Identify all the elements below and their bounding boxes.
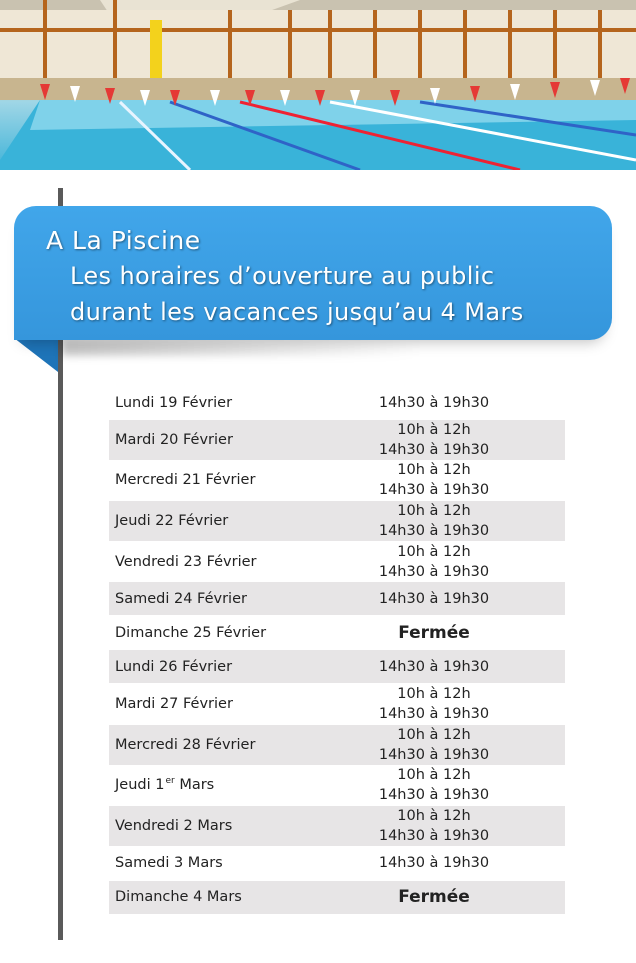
hours-line: 10h à 12h	[397, 421, 471, 438]
schedule-hours	[339, 650, 529, 683]
schedule-day: Dimanche 4 Mars	[115, 889, 242, 906]
schedule-row	[109, 386, 565, 420]
schedule-day: Vendredi 23 Février	[115, 553, 257, 570]
schedule-row	[109, 684, 565, 725]
schedule-row	[109, 616, 565, 650]
schedule-row	[109, 766, 565, 807]
hours-line: Fermée	[398, 887, 470, 908]
hours-line: 10h à 12h	[397, 807, 471, 824]
hours-line: 14h30 à 19h30	[378, 706, 490, 723]
schedule-hours	[339, 461, 529, 501]
schedule-row	[109, 542, 565, 583]
schedule-row	[109, 650, 565, 684]
hours-line: 14h30 à 19h30	[378, 746, 490, 763]
schedule-hours	[339, 386, 529, 419]
schedule-row	[109, 847, 565, 881]
schedule-hours	[339, 501, 529, 541]
hours-line: 14h30 à 19h30	[378, 394, 490, 411]
title-banner	[14, 206, 612, 340]
schedule-day: Jeudi 22 Février	[115, 512, 229, 529]
banner-title: A La Piscine	[46, 226, 201, 255]
schedule-hours	[339, 420, 529, 460]
schedule-row	[109, 725, 565, 766]
schedule-day: Mardi 20 Février	[115, 431, 233, 448]
schedule-row	[109, 461, 565, 502]
banner-subtitle-line-2: durant les vacances jusqu’au 4 Mars	[70, 298, 524, 326]
schedule-row	[109, 806, 565, 847]
hours-line: 10h à 12h	[397, 726, 471, 743]
schedule-row	[109, 582, 565, 616]
schedule-day: Vendredi 2 Mars	[115, 817, 233, 834]
schedule-day: Mercredi 28 Février	[115, 736, 256, 753]
hours-line: 14h30 à 19h30	[378, 787, 490, 804]
schedule-hours	[339, 847, 529, 880]
schedule-day: Lundi 19 Février	[115, 394, 233, 411]
hours-line: 14h30 à 19h30	[378, 482, 490, 499]
schedule-day: Jeudi 1 $^{er}$ Mars	[115, 776, 215, 794]
hours-line: 14h30 à 19h30	[378, 441, 490, 458]
banner-shadow	[62, 340, 422, 356]
schedule-row	[109, 420, 565, 461]
opening-hours-table	[109, 386, 565, 915]
hours-line: 14h30 à 19h30	[378, 658, 490, 675]
hours-line: 10h à 12h	[397, 543, 471, 560]
schedule-closed	[339, 881, 529, 914]
hours-line: 14h30 à 19h30	[378, 522, 490, 539]
schedule-row	[109, 501, 565, 542]
schedule-row	[109, 881, 565, 915]
schedule-day: Mardi 27 Février	[115, 696, 233, 713]
schedule-day: Dimanche 25 Février	[115, 624, 267, 641]
hours-line: 10h à 12h	[397, 767, 471, 784]
hours-line: 14h30 à 19h30	[378, 827, 490, 844]
hours-line: 14h30 à 19h30	[378, 855, 490, 872]
schedule-hours	[339, 725, 529, 765]
schedule-hours	[339, 582, 529, 615]
hours-line: Fermée	[398, 622, 470, 643]
schedule-closed	[339, 616, 529, 649]
schedule-hours	[339, 684, 529, 724]
schedule-day: Samedi 3 Mars	[115, 855, 223, 872]
hours-line: 14h30 à 19h30	[378, 563, 490, 580]
hours-line: 10h à 12h	[397, 686, 471, 703]
hours-line: 14h30 à 19h30	[378, 590, 490, 607]
hours-line: 10h à 12h	[397, 502, 471, 519]
hours-line: 10h à 12h	[397, 462, 471, 479]
schedule-day: Lundi 26 Février	[115, 658, 233, 675]
schedule-hours	[339, 766, 529, 806]
schedule-day: Mercredi 21 Février	[115, 472, 256, 489]
swimming-pool-image	[0, 0, 636, 170]
banner-subtitle-line-1: Les horaires d’ouverture au public	[70, 262, 495, 290]
swimming-pool-photo	[0, 0, 636, 170]
banner-fold	[14, 338, 58, 372]
schedule-hours	[339, 806, 529, 846]
schedule-day: Samedi 24 Février	[115, 590, 247, 607]
schedule-hours	[339, 542, 529, 582]
